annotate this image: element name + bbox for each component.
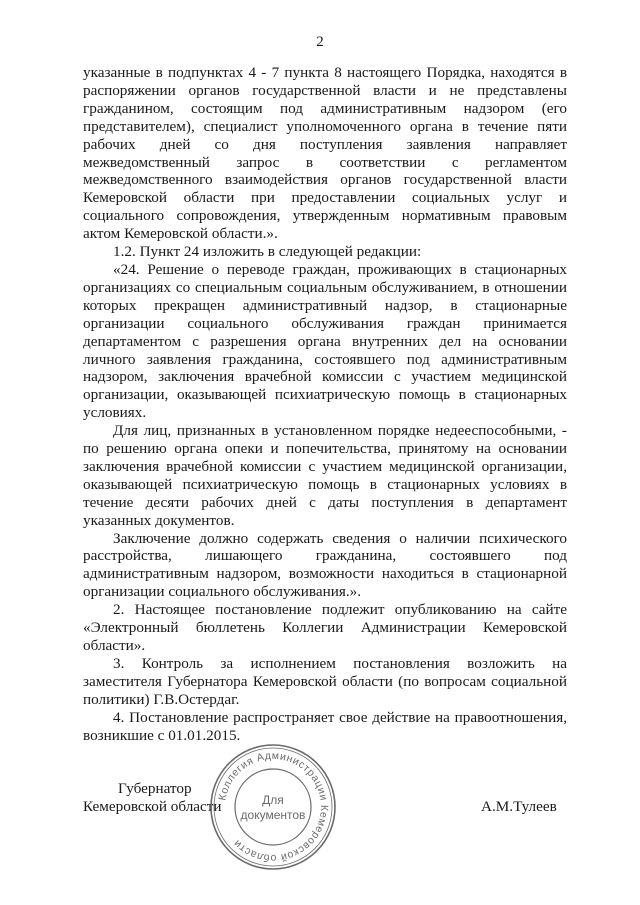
paragraph-continuation: указанные в подпунктах 4 - 7 пункта 8 настоящего Порядка, находятся в распоряжении органов государственной власти и не представлены гражданином, состоящим под административным надзором (его представителем), специалист уполномоченного органа в течение пяти рабочих дней со дня поступления заявления направляет межведомственный запрос в соответствии с регламентом межведомственного взаимодействия органов государственной власти Кемеровской области при предоставлении социальных услуг и социального сопровождения, утвержденным нормативным правовым актом Кемеровской области.». [83,64,567,243]
paragraph-item-1-2: 1.2. Пункт 24 изложить в следующей редакции: [113,243,422,261]
signature-title-line2: Кемеровской области [83,798,222,815]
stamp-outer-ring-inner [214,748,332,866]
stamp-inner-ring [235,769,311,845]
paragraph-point-24: «24. Решение о переводе граждан, проживающих в стационарных организациях со специальным социальным обслуживанием, в отношении которых прекращен административный надзор, в стационарные организации социального обслуживания граждан принимается департаментом с разрешения органа внутренних дел на основании личного заявления гражданина, состоявшего под административным надзором, заключения врачебной комиссии с участием медицинской организации, оказывающей психиатрическую помощь в стационарных условиях. [83,260,567,422]
signature-title-line1: Губернатор [118,780,192,797]
paragraph-incapacitated: Для лиц, признанных в установленном порядке недееспособными, - по решению органа опеки и попечительства, принятому на основании заключения врачебной комиссии с участием медицинской организации, оказывающей психиатрическую помощь в стационарных условиях в течение десяти рабочих дней с даты поступления в департамент указанных документов. [83,422,567,529]
paragraph-item-4: 4. Постановление распространяет свое действие на правоотношения, возникшие с 01.01.2015. [83,708,567,744]
stamp-outer-ring [211,745,335,869]
signature-name: А.М.Тулеев [481,798,557,815]
paragraph-item-2: 2. Настоящее постановление подлежит опубликованию на сайте «Электронный бюллетень Коллегии Администрации Кемеровской области». [83,601,567,654]
paragraph-item-3: 3. Контроль за исполнением постановления возложить на заместителя Губернатора Кемеровской области (по вопросам социальной политики) Г.В.Остердаг. [83,654,567,708]
paragraph-conclusion: Заключение должно содержать сведения о наличии психического расстройства, лишающего гражданина, состоявшего под административным надзором, возможности находиться в стационарной организации социального обслуживания.». [83,529,567,601]
stamp-center-line2: документов [240,808,306,822]
stamp-ring-text: Коллегия Администрации Кемеровской области [216,749,331,865]
stamp-center-line1: Для [262,793,284,807]
page-number: 2 [316,34,324,50]
document-body [83,64,567,744]
official-stamp [208,742,338,872]
